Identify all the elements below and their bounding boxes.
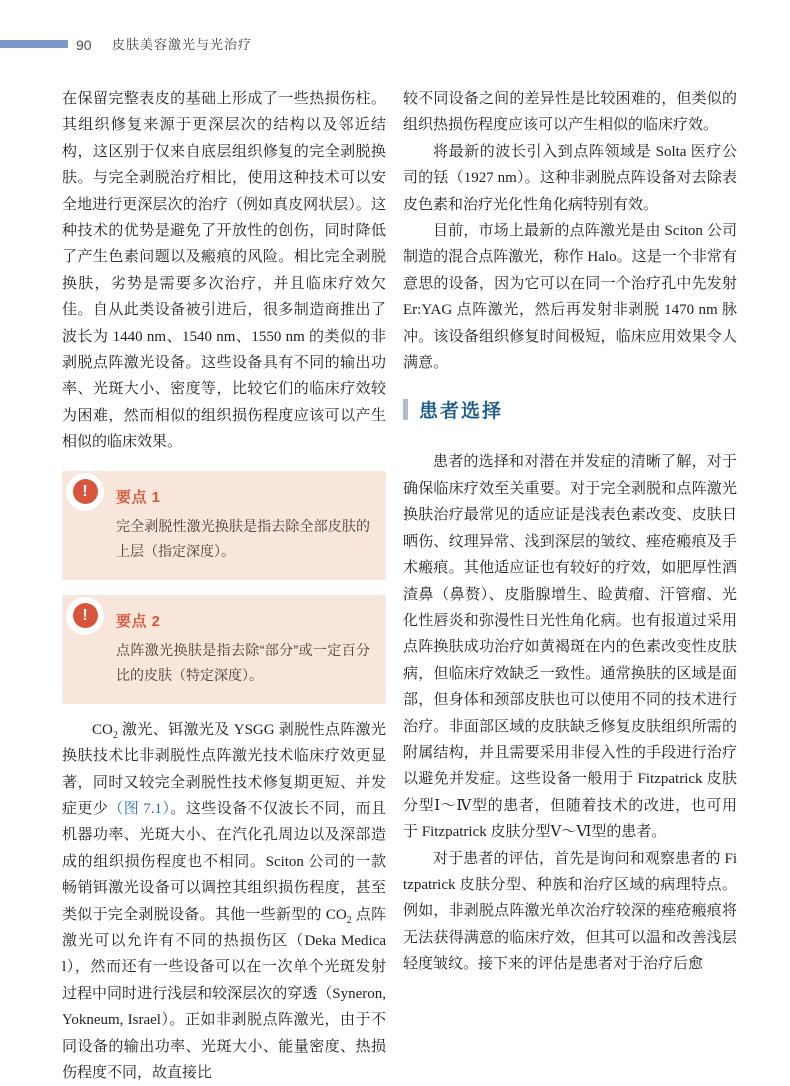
keypoint-body: 点阵激光换肤是指去除“部分”或一定百分比的皮肤（特定深度）。 xyxy=(116,641,370,683)
right-text-column xyxy=(403,86,737,978)
body-paragraph xyxy=(62,717,386,1086)
subscript-text: 2 xyxy=(112,729,118,741)
body-paragraph xyxy=(403,86,737,139)
section-heading xyxy=(403,396,737,423)
text-run: 目前，市场上最新的点阵激光是由 Sciton 公司制造的混合点阵激光，称作 Halo。这是一个非常有意思的设备，因为它可以在同一个治疗孔中先发射 Er:YAG 点阵激光，然后再发射非剥脱 1470 nm 脉冲。该设备组织修复时间极短，临床应用效果令人满意。 xyxy=(403,223,737,372)
keypoint-box xyxy=(62,595,386,704)
keypoint-box xyxy=(62,471,386,580)
running-head-title: 皮肤美容激光与光治疗 xyxy=(112,37,253,52)
exclamation-icon: ! xyxy=(73,479,98,504)
body-paragraph xyxy=(403,449,737,845)
left-text-column xyxy=(62,86,386,1086)
figure-reference-link[interactable]: （图 7.1） xyxy=(108,800,171,817)
exclamation-badge xyxy=(66,473,104,511)
keypoint-title: 要点 1 xyxy=(116,488,161,506)
text-run: 激光、铒激光及 YSGG 剥脱性点阵激光换肤技术比非剥脱性点阵激光技术临床疗效更显著，同时又较完全剥脱性技术修复期更短、并发症更少 xyxy=(62,721,386,817)
subscript-text: 2 xyxy=(346,914,352,926)
page-header xyxy=(0,34,790,56)
text-run: 将最新的波长引入到点阵领域是 Solta 医疗公司的铥（1927 nm）。这种非剥脱点阵设备对去除表皮色素和治疗光化性角化病特别有效。 xyxy=(403,143,737,213)
text-run: CO xyxy=(92,721,113,738)
text-run: 对于患者的评估，首先是询问和观察患者的 Fitzpatrick 皮肤分型、种族和治疗区域的病理特点。例如，非剥脱点阵激光单次治疗较深的痤疮瘢痕将无法获得满意的临床疗效，但其可以温和改善浅层轻度皱纹。接下来的评估是患者对于治疗后愈 xyxy=(403,850,737,973)
keypoint-title: 要点 2 xyxy=(116,612,161,630)
heading-accent-bar xyxy=(403,399,408,420)
body-paragraph xyxy=(62,86,386,456)
header-accent-bar xyxy=(0,40,68,48)
section-heading-text: 患者选择 xyxy=(419,401,504,423)
exclamation-icon: ! xyxy=(73,603,98,628)
exclamation-badge xyxy=(66,597,104,635)
text-run: 。这些设备不仅波长不同，而且机器功率、光斑大小、在汽化孔周边以及深部造成的组织损伤程度也不相同。Sciton 公司的一款畅销铒激光设备可以调控其组织损伤程度，甚至类似于完全剥脱设备。其他一些新型的 CO xyxy=(62,800,386,923)
body-paragraph xyxy=(403,139,737,218)
text-run: 患者的选择和对潜在并发症的清晰了解，对于确保临床疗效至关重要。对于完全剥脱和点阵激光换肤治疗最常见的适应证是浅表色素改变、皮肤日晒伤、纹理异常、浅到深层的皱纹、痤疮瘢痕及手术瘢痕。其他适应证也有较好的疗效，如肥厚性酒渣鼻（鼻赘）、皮脂腺增生、睑黄瘤、汗管瘤、光化性唇炎和弥漫性日光性角化病。也有报道过采用点阵换肤成功治疗如黄褐斑在内的色素改变性皮肤病，但临床疗效缺乏一致性。通常换肤的区域是面部，但身体和颈部皮肤也可以使用不同的技术进行治疗。非面部区域的皮肤缺乏修复皮肤组织所需的附属结构，并且需要采用非侵入性的手段进行治疗以避免并发症。这些设备一般用于 Fitzpatrick 皮肤分型Ⅰ～Ⅳ型的患者，但随着技术的改进，也可用于 Fitzpatrick 皮肤分型Ⅴ～Ⅵ型的患者。 xyxy=(403,454,737,841)
text-run: 点阵激光可以允许有不同的热损伤区（Deka Medical），然而还有一些设备可以在一次单个光斑发射过程中同时进行浅层和较深层次的穿透（Syneron, Yokneum, Israel）。正如非剥脱点阵激光，由于不同设备的输出功率、光斑大小、能量密度、热损伤程度不同，故直接比 xyxy=(62,906,386,1081)
page-number: 90 xyxy=(76,37,92,53)
body-paragraph xyxy=(403,218,737,376)
text-run: 在保留完整表皮的基础上形成了一些热损伤柱。其组织修复来源于更深层次的结构以及邻近结构，这区别于仅来自底层组织修复的完全剥脱换肤。与完全剥脱治疗相比，使用这种技术可以安全地进行更深层次的治疗（例如真皮网状层）。这种技术的优势是避免了开放性的创伤，同时降低了产生色素问题以及瘢痕的风险。相比完全剥脱换肤，劣势是需要多次治疗，并且临床疗效欠佳。自从此类设备被引进后，很多制造商推出了波长为 1440 nm、1540 nm、1550 nm 的类似的非剥脱点阵激光设备。这些设备具有不同的输出功率、光斑大小、密度等，比较它们的临床疗效较为困难，然而相似的组织损伤程度应该可以产生相似的临床效果。 xyxy=(62,91,386,451)
keypoint-body: 完全剥脱性激光换肤是指去除全部皮肤的上层（指定深度）。 xyxy=(116,517,370,559)
text-run: 较不同设备之间的差异性是比较困难的，但类似的组织热损伤程度应该可以产生相似的临床疗效。 xyxy=(403,91,737,134)
body-paragraph xyxy=(403,846,737,978)
